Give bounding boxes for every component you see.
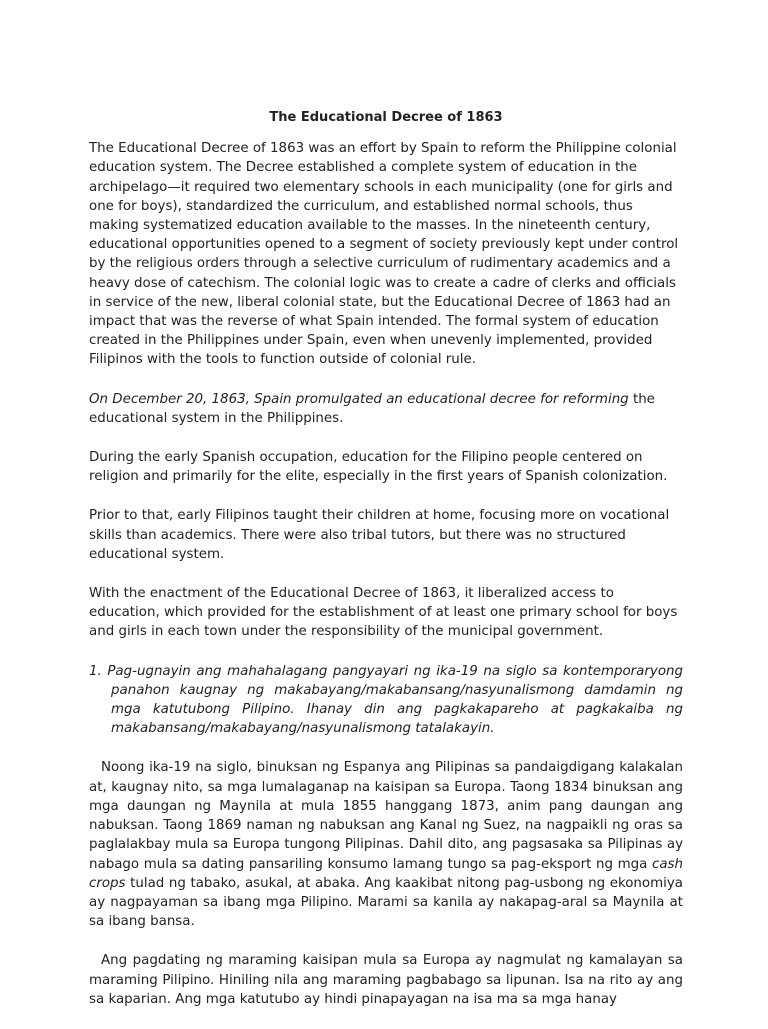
paragraph-kaisipan-europa: Ang pagdating ng maraming kaisipan mula sa Europa ay nagmulat ng kamalayan sa maraming Pilipino. Hiniling nila ang maraming pagbabago sa lipunan. Isa na rito ay ang sa kaparian. Ang mga katutubo ay hindi pinapayagan na isa ma sa mga hanay	[89, 953, 683, 1007]
paragraph-intro: The Educational Decree of 1863 was an effort by Spain to reform the Philippine colonial education system. The Decree established a complete system of education in the archipelago—it required two elementary schools in each municipality (one for girls and one for boys), standardized the curriculum, and established normal schools, thus making systematized education available to the masses. In the nineteenth century, educational opportunities opened to a segment of society previously kept under control by the religious orders through a selective curriculum of rudimentary academics and a heavy dose of catechism. The colonial logic was to create a cadre of clerks and officials in service of the new, liberal colonial state, but the Educational Decree of 1863 had an impact that was the reverse of what Spain intended. The formal system of education created in the Philippines under Spain, even when unevenly implemented, provided Filipinos with the tools to function outside of colonial rule.	[89, 141, 679, 368]
document-title: The Educational Decree of 1863	[269, 110, 503, 125]
decree-date-italic: On December 20, 1863, Spain promulgated an educational decree for reforming	[89, 391, 629, 407]
paragraph-decree-date	[89, 390, 683, 428]
ika-19-text-a: Noong ika-19 na siglo, binuksan ng Espanya ang Pilipinas sa pandaigdigang kalakalan at, kaugnay nito, sa mga lumalaganap na kaisipan sa Europa. Taong 1834 binuksan ang mga daungan ng Maynila at mula 1855 hanggang 1873, anim pang daungan ang nabuksan. Taong 1869 naman ng nabuksan ang Kanal ng Suez, na nagpaikli ng oras sa paglalakbay mula sa Europa tungong Pilipinas. Dahil dito, ang pagsasaka sa Pilipinas ay nabago mula sa dating pansariling konsumo lamang tungo sa pag-eksport ng mga	[89, 760, 683, 872]
ika-19-text-b: tulad ng tabako, asukal, at abaka. Ang kaakibat nitong pag-usbong ng ekonomiya ay nagpayaman sa ibang mga Pilipino. Marami sa kanila ay nakapag-aral sa Maynila at sa ibang bansa.	[89, 875, 683, 930]
document-page	[89, 108, 683, 1029]
paragraph-prior-education: Prior to that, early Filipinos taught their children at home, focusing more on vocational skills than academics. There were also tribal tutors, but there was no structured educational system.	[89, 508, 670, 562]
paragraph-early-occupation: During the early Spanish occupation, education for the Filipino people centered on religion and primarily for the elite, especially in the first years of Spanish colonization.	[89, 450, 668, 485]
cash-crops-italic: cash crops	[89, 856, 683, 891]
paragraph-ika-19-siglo	[89, 758, 683, 931]
question-item: 1. Pag-ugnayin ang mahahalagang pangyayari ng ika-19 na siglo sa kontemporaryong panahon kaugnay ng makabayang/makabansang/nasyunalismong damdamin ng mga katutubong Pilipino. Ihanay din ang pagkakapareho at pagkakaiba ng makabansang/makabayang/nasyunalismong tatalakayin.	[89, 663, 683, 737]
decree-date-rest: the educational system in the Philippines.	[89, 391, 655, 426]
paragraph-enactment: With the enactment of the Educational Decree of 1863, it liberalized access to education, which provided for the establishment of at least one primary school for boys and girls in each town under the responsibility of the municipal government.	[89, 586, 678, 640]
